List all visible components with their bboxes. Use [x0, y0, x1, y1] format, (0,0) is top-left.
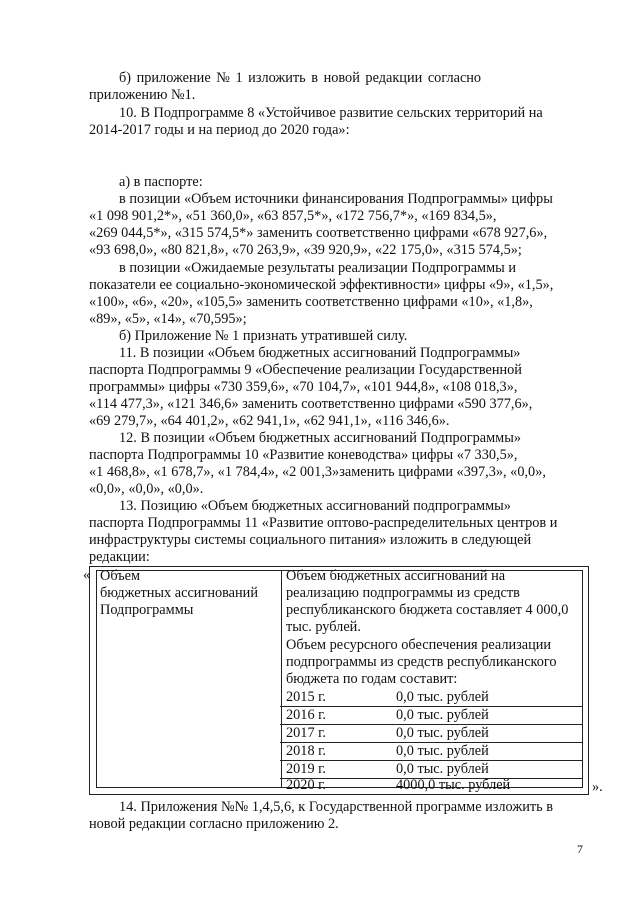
- text-line: новой редакции согласно приложению 2.: [89, 816, 339, 832]
- year-amount: 4000,0 тыс. рублей: [396, 777, 511, 793]
- text-line: 12. В позиции «Объем бюджетных ассигнований Подпрограммы»: [119, 430, 521, 446]
- text-line: 13. Позицию «Объем бюджетных ассигнований подпрограммы»: [119, 498, 511, 514]
- table-right-cell-line: республиканского бюджета составляет 4 000,0: [286, 602, 569, 618]
- close-quote: ».: [592, 779, 603, 795]
- year-row: [286, 761, 576, 777]
- text-line: в позиции «Ожидаемые результаты реализации Подпрограммы и: [119, 260, 516, 276]
- text-line: 10. В Подпрограмме 8 «Устойчивое развитие сельских территорий на: [119, 105, 543, 121]
- text-line: «1 098 901,2*», «51 360,0», «63 857,5*», «172 756,7*», «169 834,5»,: [89, 208, 497, 224]
- year-amount: 0,0 тыс. рублей: [396, 725, 489, 741]
- text-line: в позиции «Объем источники финансирования Подпрограммы» цифры: [119, 191, 553, 207]
- year-label: 2017 г.: [286, 725, 326, 741]
- table-right-cell-line: Объем бюджетных ассигнований на: [286, 568, 506, 584]
- text-line: «93 698,0», «80 821,8», «70 263,9», «39 920,9», «22 175,0», «315 574,5»;: [89, 242, 522, 258]
- year-row: [286, 707, 576, 723]
- text-line: «100», «6», «20», «105,5» заменить соответственно цифрами «10», «1,8»,: [89, 294, 533, 310]
- text-line: «1 468,8», «1 678,7», «1 784,4», «2 001,3»заменить цифрами «397,3», «0,0»,: [89, 464, 546, 480]
- budget-table: [89, 566, 589, 795]
- text-line: а) в паспорте:: [119, 174, 203, 190]
- table-right-cell-line: реализацию подпрограммы из средств: [286, 585, 520, 601]
- text-line: 14. Приложения №№ 1,4,5,6, к Государственной программе изложить в: [119, 799, 553, 815]
- year-row: [286, 689, 576, 705]
- text-line: «69 279,7», «64 401,2», «62 941,1», «62 941,1», «116 346,6».: [89, 413, 450, 429]
- text-line: б) Приложение № 1 признать утратившей силу.: [119, 328, 408, 344]
- year-row: [286, 743, 576, 759]
- year-label: 2015 г.: [286, 689, 326, 705]
- text-line: «269 044,5*», «315 574,5*» заменить соответственно цифрами «678 927,6»,: [89, 225, 548, 241]
- table-left-cell-line: Подпрограммы: [100, 602, 194, 618]
- text-line: «0,0», «0,0», «0,0».: [89, 481, 204, 497]
- text-line: программы» цифры «730 359,6», «70 104,7», «101 944,8», «108 018,3»,: [89, 379, 518, 395]
- text-line: показатели ее социально-экономической эффективности» цифры «9», «1,5»,: [89, 277, 554, 293]
- year-amount: 0,0 тыс. рублей: [396, 689, 489, 705]
- year-amount: 0,0 тыс. рублей: [396, 761, 489, 777]
- text-line: приложению №1.: [89, 87, 196, 103]
- page-number: 7: [577, 842, 583, 856]
- year-label: 2016 г.: [286, 707, 326, 723]
- text-line: 2014-2017 годы и на период до 2020 года»:: [89, 122, 350, 138]
- table-left-cell-line: бюджетных ассигнований: [100, 585, 258, 601]
- text-line: паспорта Подпрограммы 10 «Развитие коневодства» цифры «7 330,5»,: [89, 447, 518, 463]
- text-line: «114 477,3», «121 346,6» заменить соответственно цифрами «590 377,6»,: [89, 396, 533, 412]
- table-right-cell-line: бюджета по годам составит:: [286, 671, 458, 687]
- year-row: [286, 725, 576, 741]
- text-line: 11. В позиции «Объем бюджетных ассигнований Подпрограммы»: [119, 345, 521, 361]
- year-row: [286, 777, 576, 793]
- text-line: редакции:: [89, 549, 150, 565]
- year-label: 2019 г.: [286, 761, 326, 777]
- year-label: 2020 г.: [286, 777, 326, 793]
- text-line: паспорта Подпрограммы 9 «Обеспечение реализации Государственной: [89, 362, 522, 378]
- table-right-cell-line: подпрограммы из средств республиканского: [286, 654, 557, 670]
- year-amount: 0,0 тыс. рублей: [396, 743, 489, 759]
- text-line: «89», «5», «14», «70,595»;: [89, 311, 247, 327]
- table-left-cell-line: Объем: [100, 568, 141, 584]
- table-column-divider: [281, 571, 282, 787]
- table-right-cell-line: Объем ресурсного обеспечения реализации: [286, 637, 552, 653]
- year-label: 2018 г.: [286, 743, 326, 759]
- table-right-cell-line: тыс. рублей.: [286, 619, 361, 635]
- text-line: б) приложение № 1 изложить в новой редакции согласно: [119, 70, 482, 86]
- open-quote: «: [83, 567, 91, 583]
- text-line: паспорта Подпрограммы 11 «Развитие оптово-распределительных центров и: [89, 515, 558, 531]
- year-amount: 0,0 тыс. рублей: [396, 707, 489, 723]
- text-line: инфраструктуры системы социального питания» изложить в следующей: [89, 532, 532, 548]
